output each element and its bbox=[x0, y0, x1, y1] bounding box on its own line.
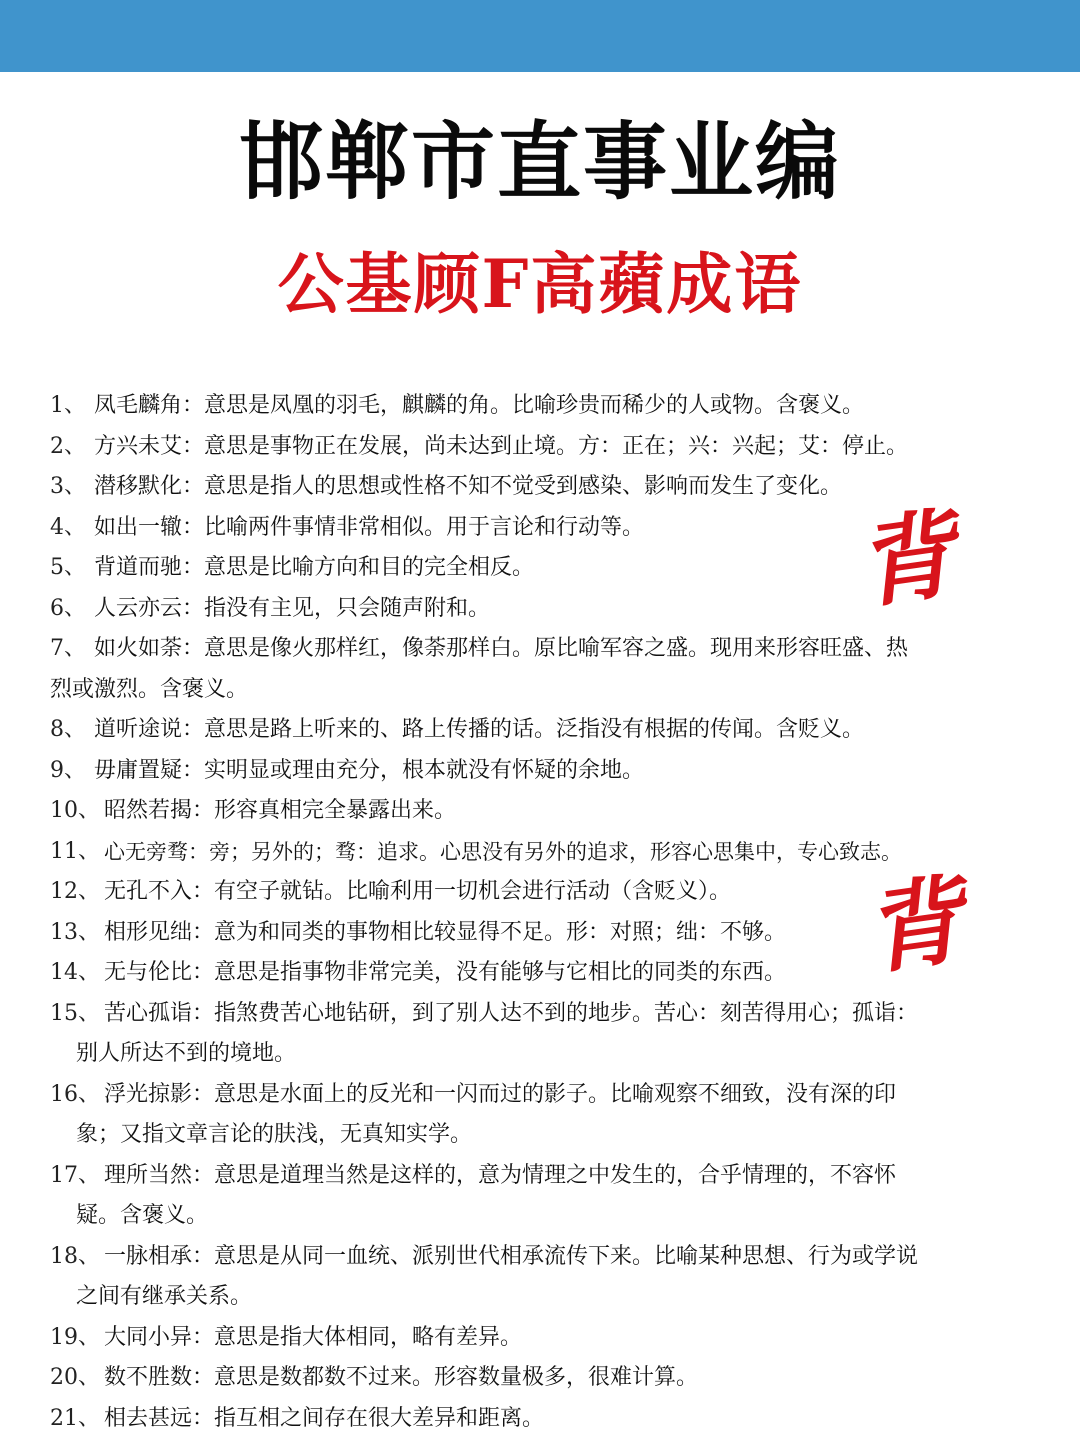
item-text: 苦心孤诣：指煞费苦心地钻研，到了别人达不到的地步。苦心：刻苦得用心；孤诣： bbox=[104, 1000, 919, 1026]
list-item bbox=[50, 1075, 1010, 1156]
item-number: 10、 bbox=[50, 798, 100, 823]
list-item bbox=[50, 467, 1010, 508]
item-text: 道听途说：意思是路上听来的、路上传播的话。泛指没有根据的传闻。含贬义。 bbox=[94, 717, 865, 742]
item-number: 2、 bbox=[50, 433, 86, 459]
list-item bbox=[50, 994, 1010, 1075]
top-banner bbox=[0, 0, 1080, 72]
item-number: 5、 bbox=[50, 555, 86, 580]
item-number: 15、 bbox=[50, 1000, 100, 1026]
item-text: 一脉相承：意思是从同一血统、派别世代相承流传下来。比喻某种思想、行为或学说 bbox=[104, 1243, 919, 1269]
list-item bbox=[50, 751, 1010, 792]
list-item bbox=[50, 1156, 1010, 1237]
list-item bbox=[50, 953, 1010, 994]
item-text-continued: 烈或激烈。含褒义。 bbox=[50, 676, 249, 702]
item-text: 昭然若揭：形容真相完全暴露出来。 bbox=[104, 798, 457, 823]
item-text: 如火如荼：意思是像火那样红，像荼那样白。原比喻军容之盛。现用来形容旺盛、热 bbox=[94, 636, 909, 661]
item-text: 毋庸置疑：实明显或理由充分，根本就没有怀疑的余地。 bbox=[94, 757, 645, 783]
item-number: 13、 bbox=[50, 919, 100, 945]
list-item bbox=[50, 1318, 1010, 1359]
list-item bbox=[50, 629, 1010, 710]
memorize-stamp: 背 bbox=[850, 496, 962, 623]
item-number: 21、 bbox=[50, 1405, 100, 1431]
item-number: 14、 bbox=[50, 960, 100, 985]
item-number: 1、 bbox=[50, 393, 86, 418]
item-text: 无与伦比：意思是指事物非常完美，没有能够与它相比的同类的东西。 bbox=[104, 960, 787, 985]
item-text: 如出一辙：比喻两件事情非常相似。用于言论和行动等。 bbox=[94, 514, 645, 540]
item-text-continued: 疑。含褒义。 bbox=[76, 1203, 209, 1228]
item-number: 20、 bbox=[50, 1365, 100, 1390]
item-number: 17、 bbox=[50, 1162, 100, 1188]
item-number: 3、 bbox=[50, 474, 86, 499]
list-item bbox=[50, 386, 1010, 427]
item-text: 大同小异：意思是指大体相同，略有差异。 bbox=[104, 1324, 523, 1350]
item-number: 4、 bbox=[50, 514, 86, 540]
item-number: 11、 bbox=[50, 838, 100, 864]
list-item bbox=[50, 1358, 1010, 1399]
item-text: 理所当然：意思是道理当然是这样的，意为情理之中发生的，合乎情理的，不容怀 bbox=[104, 1162, 897, 1188]
item-text-continued: 别人所达不到的境地。 bbox=[76, 1041, 297, 1066]
item-text: 方兴未艾：意思是事物正在发展，尚未达到止境。方：正在；兴：兴起；艾：停止。 bbox=[94, 433, 909, 459]
list-item bbox=[50, 1399, 1010, 1440]
item-number: 16、 bbox=[50, 1081, 100, 1107]
page-title: 邯郸市直事业编 bbox=[238, 113, 841, 211]
item-text: 背道而驰：意思是比喻方向和目的完全相反。 bbox=[94, 555, 535, 580]
item-text: 潜移默化：意思是指人的思想或性格不知不觉受到感染、影响而发生了变化。 bbox=[94, 474, 843, 499]
list-item bbox=[50, 1237, 1010, 1318]
list-item bbox=[50, 427, 1010, 468]
list-item bbox=[50, 791, 1010, 832]
item-text: 浮光掠影：意思是水面上的反光和一闪而过的影子。比喻观察不细致，没有深的印 bbox=[104, 1081, 897, 1107]
item-number: 8、 bbox=[50, 717, 86, 742]
list-item bbox=[50, 832, 1010, 873]
item-text: 人云亦云：指没有主见，只会随声附和。 bbox=[94, 595, 491, 621]
item-text: 相去甚远：指互相之间存在很大差异和距离。 bbox=[104, 1405, 545, 1431]
item-number: 7、 bbox=[50, 636, 86, 661]
item-number: 18、 bbox=[50, 1243, 100, 1269]
item-text: 数不胜数：意思是数都数不过来。形容数量极多，很难计算。 bbox=[104, 1365, 699, 1390]
page-subtitle: 公基顾F高蘋成语 bbox=[277, 245, 803, 323]
item-number: 19、 bbox=[50, 1324, 100, 1350]
item-number: 6、 bbox=[50, 595, 86, 621]
item-text: 凤毛麟角：意思是凤凰的羽毛，麒麟的角。比喻珍贵而稀少的人或物。含褒义。 bbox=[94, 393, 865, 418]
memorize-stamp: 背 bbox=[858, 862, 970, 989]
item-number: 9、 bbox=[50, 757, 86, 783]
item-text: 相形见绌：意为和同类的事物相比较显得不足。形：对照；绌：不够。 bbox=[104, 919, 787, 945]
item-text-continued: 之间有继承关系。 bbox=[76, 1284, 253, 1309]
item-text: 无孔不入：有空子就钻。比喻利用一切机会进行活动（含贬义）。 bbox=[104, 879, 732, 904]
item-text: 心无旁骛：旁；另外的；骛：追求。心思没有另外的追求，形容心思集中，专心致志。 bbox=[104, 839, 902, 864]
item-number: 12、 bbox=[50, 879, 100, 904]
item-text-continued: 象；又指文章言论的肤浅，无真知实学。 bbox=[76, 1122, 473, 1147]
list-item bbox=[50, 710, 1010, 751]
